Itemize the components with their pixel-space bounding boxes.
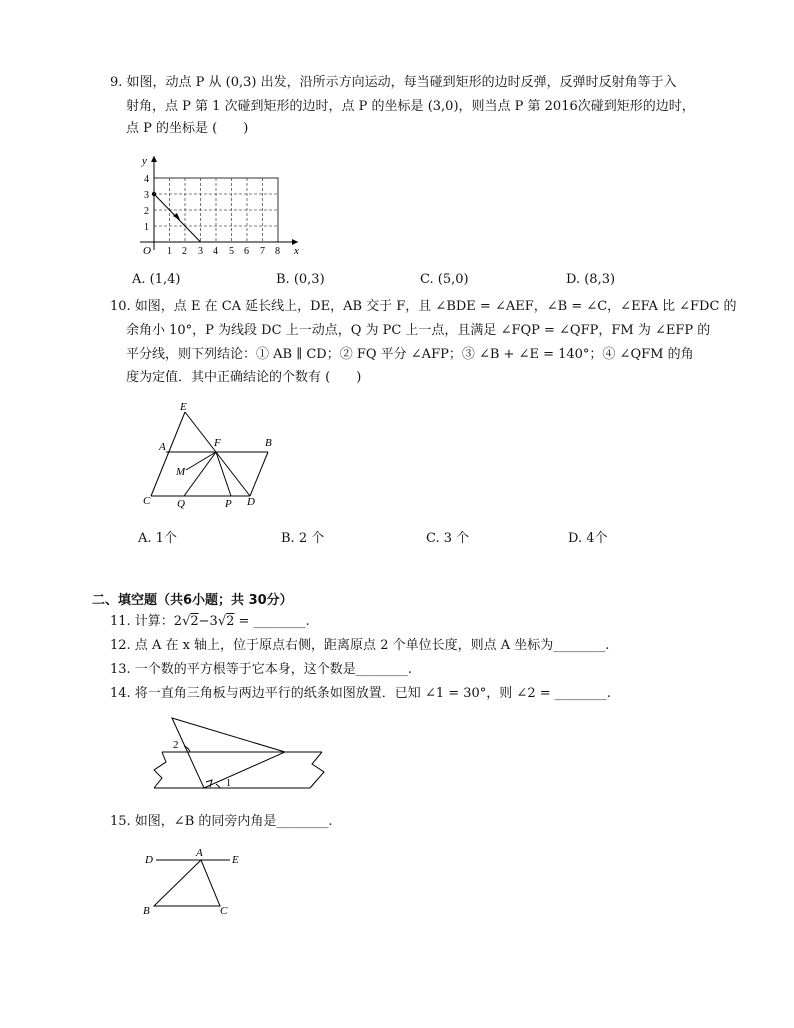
q10-line-ce <box>151 412 185 496</box>
sqrt-icon: √ <box>182 614 191 629</box>
q15: 15. 如图，∠B 的同旁内角是________. <box>110 814 333 829</box>
q10-choice-a[interactable]: A. 1个 <box>138 531 177 546</box>
q10-label-d: D <box>247 496 255 508</box>
q15-triangle-abc <box>154 860 220 906</box>
q9-choice-b[interactable]: B. (0,3) <box>276 272 325 287</box>
q9-x-tick: 5 <box>229 246 234 257</box>
q9-line-3: 点 P 的坐标是 ( ) <box>126 121 249 136</box>
q10-label-f: F <box>214 437 221 449</box>
q11-prefix: 11. 计算：2 <box>110 614 183 629</box>
q9-y-tick: 1 <box>144 222 149 233</box>
q10-choice-b[interactable]: B. 2 个 <box>281 531 325 546</box>
q9-origin-label: O <box>143 245 151 257</box>
q11-radicand-1: 2 <box>190 614 199 629</box>
q9-x-tick: 3 <box>198 246 203 257</box>
q14-strip-right-edge <box>310 752 324 788</box>
q9-choice-a[interactable]: A. (1,4) <box>132 272 181 287</box>
q9-x-tick: 6 <box>244 246 249 257</box>
q10-choice-c[interactable]: C. 3 个 <box>426 531 470 546</box>
q10-geometry-figure <box>140 398 290 513</box>
q14-label-1: 1 <box>226 778 231 789</box>
q10-label-b: B <box>265 437 272 449</box>
sqrt-icon: √ <box>217 614 227 629</box>
q10-choice-d[interactable]: D. 4个 <box>568 531 608 546</box>
q14-label-2: 2 <box>173 739 179 751</box>
q9-x-tick: 8 <box>275 246 280 257</box>
q15-label-e: E <box>232 854 239 866</box>
q14-figure <box>140 712 330 800</box>
q9-x-tick: 1 <box>167 246 172 257</box>
q15-label-d: D <box>145 854 153 866</box>
q9-coordinate-graph <box>130 150 320 260</box>
section-2-title: 二、填空题（共6小题；共 30分） <box>92 593 293 608</box>
q14: 14. 将一直角三角板与两边平行的纸条如图放置．已知 ∠1 = 30°，则 ∠2 = ________. <box>110 686 611 701</box>
q10-label-e: E <box>180 401 187 413</box>
q14-strip-left-edge <box>154 752 166 788</box>
q10-line-1: 10. 如图，点 E 在 CA 延长线上，DE，AB 交于 F，且 ∠BDE = ∠AEF，∠B = ∠C，∠EFA 比 ∠FDC 的 <box>110 299 737 314</box>
q10-line-3: 平分线，则下列结论：① AB ∥ CD；② FQ 平分 ∠AFP；③ ∠B + ∠E = 140°；④ ∠QFM 的角 <box>126 347 694 362</box>
q10-line-fm <box>186 452 216 470</box>
q9-x-tick: 7 <box>260 246 265 257</box>
q9-x-label: x <box>294 245 299 257</box>
q13: 13. 一个数的平方根等于它本身，这个数是________. <box>110 662 412 677</box>
q9-y-tick: 3 <box>144 190 149 201</box>
q10-label-q: Q <box>177 498 185 510</box>
q15-label-c: C <box>220 905 228 917</box>
q10-label-c: C <box>143 495 151 507</box>
q11-suffix: = ________. <box>234 614 310 629</box>
q14-angle-1-arc <box>216 784 220 788</box>
q15-figure <box>140 842 250 918</box>
q10-label-a: A <box>159 441 166 453</box>
q9-line-1: 9. 如图，动点 P 从 (0,3) 出发，沿所示方向运动，每当碰到矩形的边时反弹，反弹时反射角等于入 <box>110 75 677 90</box>
q10-line-4: 度为定值．其中正确结论的个数有 ( ) <box>126 370 362 385</box>
q9-y-tick: 4 <box>144 174 149 185</box>
q11-middle: −3 <box>198 614 218 629</box>
q10-line-bd <box>250 452 268 496</box>
q9-line-2: 射角，点 P 第 1 次碰到矩形的边时，点 P 的坐标是 (3,0)，则当点 P 第 2016次碰到矩形的边时， <box>126 99 695 114</box>
q9-x-tick: 4 <box>213 246 218 257</box>
q10-line-fp <box>216 452 231 496</box>
q12: 12. 点 A 在 x 轴上，位于原点右侧，距离原点 2 个单位长度，则点 A 坐标为________. <box>110 638 610 653</box>
q15-label-b: B <box>143 905 150 917</box>
q9-y-label: y <box>142 155 147 167</box>
q10-line-ed <box>185 412 250 496</box>
q9-x-tick: 2 <box>182 246 187 257</box>
q9-y-tick: 2 <box>144 206 149 217</box>
q15-label-a: A <box>196 847 203 859</box>
q9-grid <box>154 178 278 242</box>
q10-label-m: M <box>176 466 186 478</box>
q10-line-2: 余角小 10°，P 为线段 DC 上一动点，Q 为 PC 上一点，且满足 ∠FQP = ∠QFP，FM 为 ∠EFP 的 <box>126 323 711 338</box>
q10-label-p: P <box>225 498 232 510</box>
q9-choice-c[interactable]: C. (5,0) <box>420 272 469 287</box>
q11 <box>110 611 310 633</box>
q9-choice-d[interactable]: D. (8,3) <box>566 272 616 287</box>
q11-radicand-2: 2 <box>226 614 235 629</box>
q10-line-fq <box>184 452 216 496</box>
q9-point-p <box>152 192 156 196</box>
